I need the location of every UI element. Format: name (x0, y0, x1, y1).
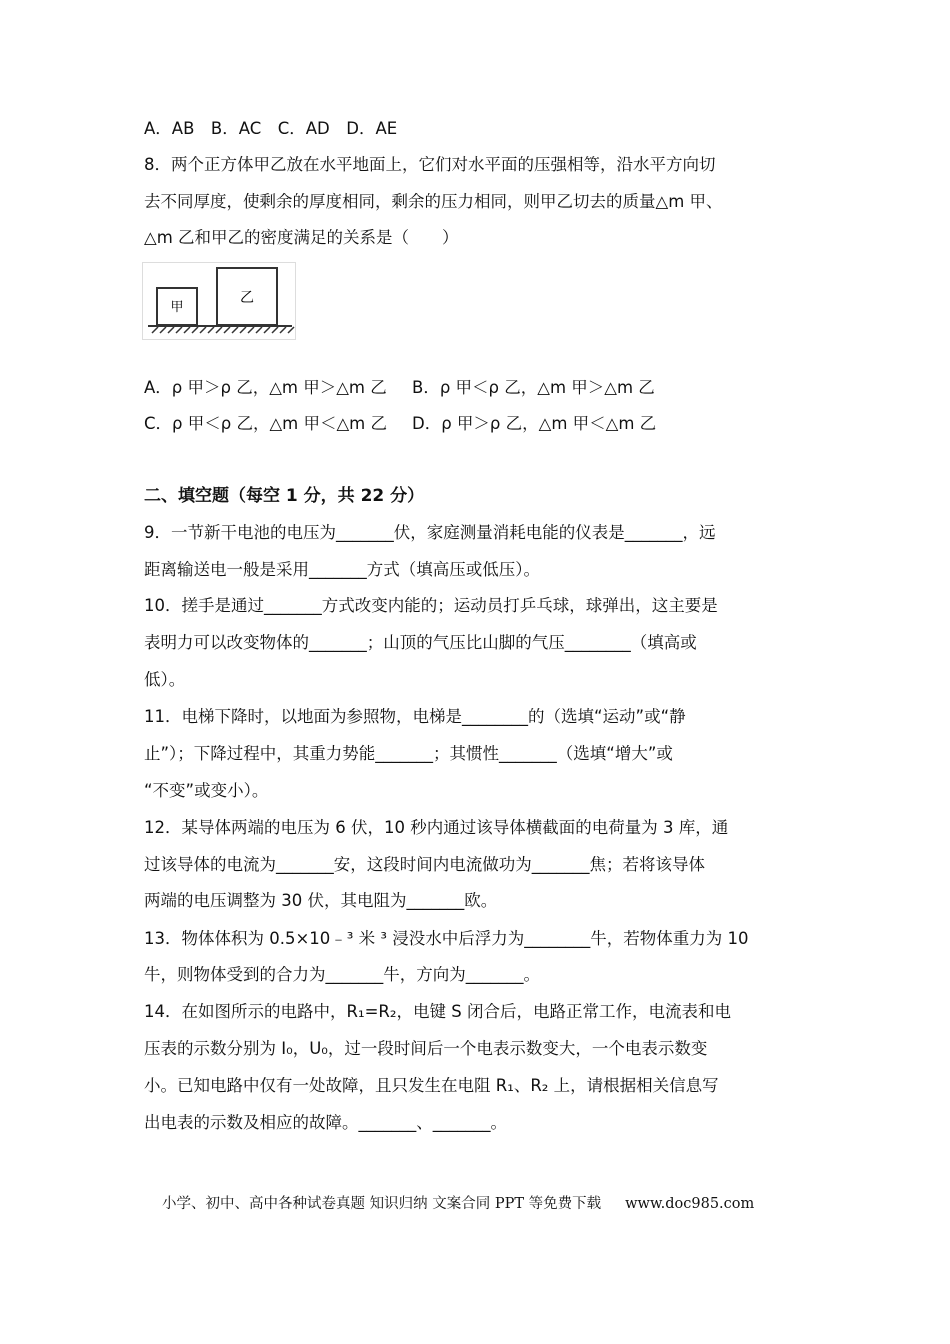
q14-line-3: 小。已知电路中仅有一处故障，且只发生在电阻 R₁、R₂ 上，请根据相关信息写 (144, 1076, 719, 1095)
q8-options-row-2 (144, 414, 656, 434)
q8-option-d: D．ρ 甲＞ρ 乙，△m 甲＜△m 乙 (412, 414, 657, 433)
page-footer (162, 1192, 754, 1213)
footer-url[interactable]: www.doc985.com (625, 1196, 755, 1212)
q11-line-2: 止”）；下降过程中，其重力势能_______；其惯性_______（选填“增大”或 (144, 744, 673, 763)
q14-line-4: 出电表的示数及相应的故障。_______、_______。 (144, 1113, 507, 1132)
q8-line-1: 8．两个正方体甲乙放在水平地面上，它们对水平面的压强相等，沿水平方向切 (144, 155, 716, 174)
cube-jia-label: 甲 (170, 300, 184, 315)
q8-line-3: △m 乙和甲乙的密度满足的关系是（ ） (144, 228, 459, 247)
q9-line-1: 9．一节新干电池的电压为_______伏，家庭测量消耗电能的仪表是_______，远 (144, 523, 716, 542)
q12-line-3: 两端的电压调整为 30 伏，其电阻为_______欧。 (144, 891, 498, 910)
q8-line-2: 去不同厚度，使剩余的厚度相同，剩余的压力相同，则甲乙切去的质量△m 甲、 (144, 192, 723, 211)
q10-line-3: 低）。 (144, 670, 186, 689)
q11-line-3: “不变”或变小）。 (144, 781, 269, 800)
q7-options: A．AB B．AC C．AD D．AE (144, 119, 398, 138)
q14-line-1: 14．在如图所示的电路中，R₁=R₂，电键 S 闭合后，电路正常工作，电流表和电 (144, 1002, 731, 1021)
cube-yi-label: 乙 (240, 290, 254, 306)
q12-line-2: 过该导体的电流为_______安，这段时间内电流做功为_______焦；若将该导体 (144, 855, 705, 874)
q8-options-row-1 (144, 378, 655, 398)
q10-line-2: 表明力可以改变物体的_______；山顶的气压比山脚的气压________（填高或 (144, 633, 697, 652)
q9-line-2: 距离输送电一般是采用_______方式（填高压或低压）。 (144, 560, 540, 579)
q13-line-1: 13．物体体积为 0.5×10﹣³ 米 ³ 浸没水中后浮力为________牛，若物体重力为 10 (144, 929, 749, 948)
q12-line-1: 12．某导体两端的电压为 6 伏，10 秒内通过该导体横截面的电荷量为 3 库，通 (144, 818, 729, 837)
q14-line-2: 压表的示数分别为 I₀，U₀，过一段时间后一个电表示数变大，一个电表示数变 (144, 1039, 708, 1058)
q8-option-a: A．ρ 甲＞ρ 乙，△m 甲＞△m 乙 (144, 378, 387, 397)
q10-line-1: 10．搓手是通过_______方式改变内能的；运动员打乒乓球，球弹出，这主要是 (144, 596, 718, 615)
q8-option-c: C．ρ 甲＜ρ 乙，△m 甲＜△m 乙 (144, 414, 387, 433)
q13-line-2: 牛，则物体受到的合力为_______牛，方向为_______。 (144, 965, 540, 984)
footer-text: 小学、初中、高中各种试卷真题 知识归纳 文案合同 PPT 等免费下载 (162, 1196, 602, 1212)
q11-line-1: 11．电梯下降时，以地面为参照物，电梯是________的（选填“运动”或“静 (144, 707, 686, 726)
q8-option-b: B．ρ 甲＜ρ 乙，△m 甲＞△m 乙 (412, 378, 655, 397)
section-2-title: 二、填空题（每空 1 分，共 22 分） (144, 486, 425, 506)
cubes-figure (142, 262, 296, 340)
